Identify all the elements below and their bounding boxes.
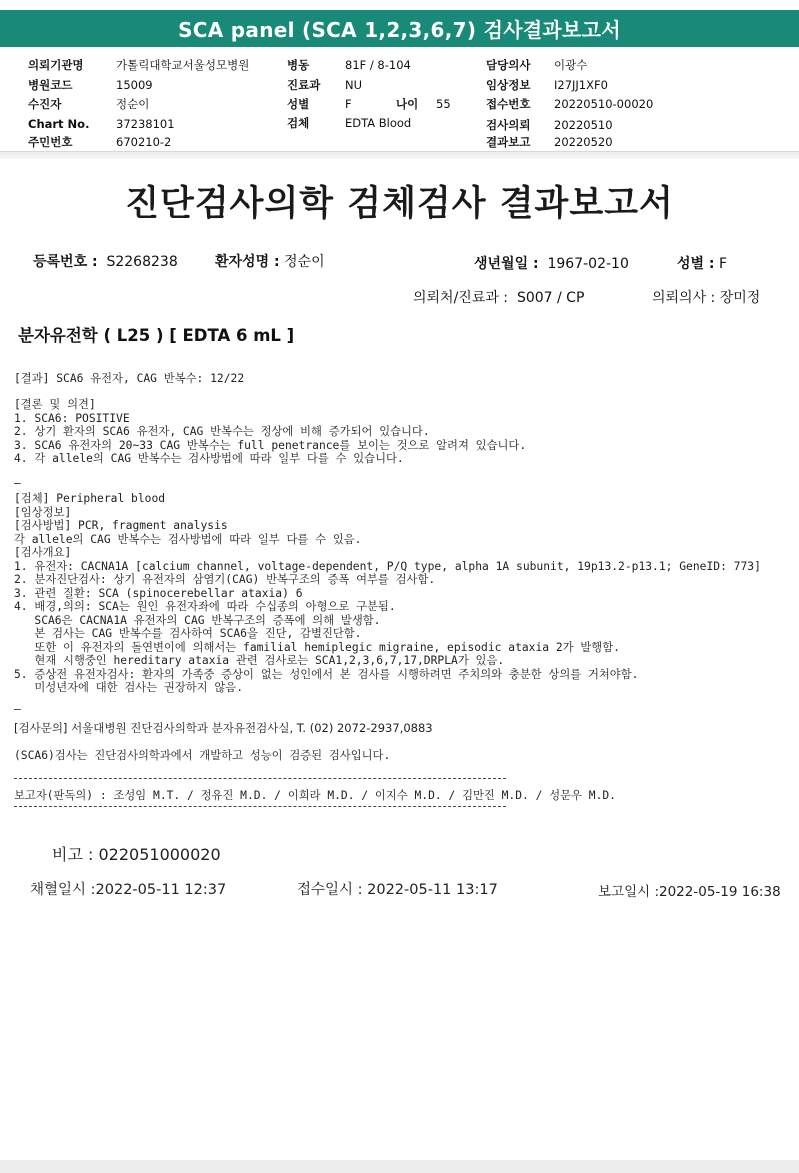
header-row <box>287 115 411 131</box>
inquiry-line: [검사문의] 서울대병원 진단검사의학과 분자유전검사실, T. (02) 2072-2937,0883 <box>14 721 433 735</box>
field-value: 이광수 <box>554 58 588 72</box>
field-label: 병동 <box>287 58 310 72</box>
header-row <box>287 57 411 73</box>
collection-datetime: 채혈일시 :2022-05-11 12:37 <box>30 882 227 898</box>
field-value: 022051000020 <box>98 845 221 864</box>
field-value: 55 <box>436 97 451 111</box>
field-value: 20220520 <box>554 135 613 149</box>
field-label: 검체 <box>287 116 310 130</box>
developed-note: (SCA6)검사는 진단검사의학과에서 개발하고 성능이 검증된 검사입니다. <box>14 749 391 762</box>
dashed-rule <box>14 806 506 807</box>
field-label: 생년월일 : <box>474 256 539 272</box>
patient-sex <box>677 253 727 273</box>
field-value: EDTA Blood <box>345 116 412 130</box>
field-label: 수진자 <box>28 97 62 111</box>
field-value: 670210-2 <box>116 135 172 149</box>
header-row <box>28 96 149 112</box>
field-value: S007 / CP <box>516 290 585 306</box>
field-value: 가톨릭대학교서울성모병원 <box>116 58 250 72</box>
field-value: 20220510-00020 <box>554 97 654 111</box>
header-row-age <box>396 96 451 112</box>
header-row <box>28 117 175 131</box>
field-label: 접수번호 <box>486 97 531 111</box>
field-label: 비고 : <box>52 845 94 864</box>
field-value: F <box>345 97 352 111</box>
field-label: 병원코드 <box>28 78 73 92</box>
field-label: 등록번호 : <box>33 254 98 270</box>
field-label: 임상정보 <box>486 78 531 92</box>
section-title: 분자유전학 ( L25 ) [ EDTA 6 mL ] <box>18 326 295 345</box>
header-row <box>486 117 613 133</box>
field-value: NU <box>345 78 363 92</box>
result-line: [결과] SCA6 유전자, CAG 반복수: 12/22 <box>14 372 245 385</box>
page-bottom-band <box>0 1160 799 1173</box>
field-label: 의뢰기관명 <box>28 58 84 72</box>
field-value: 15009 <box>116 78 153 92</box>
section-divider <box>0 151 799 159</box>
field-label: 결과보고 <box>486 135 531 149</box>
field-label: 검사의뢰 <box>486 118 531 132</box>
header-row <box>486 134 613 150</box>
header-row <box>287 96 352 112</box>
field-label: 나이 <box>396 97 419 111</box>
field-value: S2268238 <box>106 254 178 270</box>
field-value: I27JJ1XF0 <box>554 78 608 92</box>
field-value: F <box>718 256 728 272</box>
field-label: 성별 <box>287 97 310 111</box>
separator-mark: — <box>14 477 21 490</box>
field-label: 의뢰의사 : <box>652 290 716 306</box>
header-row <box>28 134 171 150</box>
birth-date <box>474 253 629 273</box>
requesting-dept <box>413 287 584 307</box>
field-label: 의뢰처/진료과 : <box>413 290 509 306</box>
requesting-doctor <box>652 287 760 307</box>
field-label: 주민번호 <box>28 135 73 149</box>
report-title: 진단검사의학 검체검사 결과보고서 <box>125 184 674 224</box>
header-row <box>486 77 608 93</box>
field-label: 담당의사 <box>486 58 531 72</box>
reporters-line: 보고자(판독의) : 조성임 M.T. / 정유진 M.D. / 이희라 M.D. / 이지수 M.D. / 김만진 M.D. / 성문우 M.D. <box>14 789 616 802</box>
separator-mark: — <box>14 703 21 716</box>
conclusion-block: [결론 및 의견] 1. SCA6: POSITIVE 2. 상기 환자의 SCA6 유전자, CAG 반복수는 정상에 비해 증가되어 있습니다. 3. SCA6 유전자의 20~33 CAG 반복수는 full penetrance를 보이는 것으로 알려져 있습니다. 4. 각 allele의 CAG 반복수는 검사방법에 따라 일부 다를 수 있습니다. <box>14 398 527 465</box>
field-value: 1967-02-10 <box>547 256 629 272</box>
header-row <box>28 57 249 73</box>
field-value: 81F / 8-104 <box>345 58 411 72</box>
remark <box>52 842 221 865</box>
field-label: 환자성명 : <box>215 254 280 270</box>
field-value: 37238101 <box>116 117 175 131</box>
header-row <box>28 77 153 93</box>
header-row <box>486 96 653 112</box>
report-datetime: 보고일시 :2022-05-19 16:38 <box>598 884 781 900</box>
dashed-rule <box>14 778 506 779</box>
field-value: 정순이 <box>284 254 325 270</box>
field-value: 정순이 <box>116 97 150 111</box>
receipt-datetime: 접수일시 : 2022-05-11 13:17 <box>297 882 498 898</box>
patient-name <box>215 251 325 271</box>
field-label: 성별 : <box>677 256 715 272</box>
header-row <box>287 77 362 93</box>
field-label: 진료과 <box>287 78 321 92</box>
specimen-block: [검체] Peripheral blood [임상정보] [검사방법] PCR, fragment analysis 각 allele의 CAG 반복수는 검사방법에 따라 일부 다를 수 있음. [검사개요] 1. 유전자: CACNA1A [calcium channel, voltage-dependent, P/Q type, alpha 1A subunit, 19p13.2-p13.1; GeneID: 773] 2. 분자진단검사: 상기 유전자의 삼염기(CAG) 반복구조의 증폭 여부를 검사함. 3. 관련 질환: SCA (spinocerebellar ataxia) 6 4. 배경,의의: SCA는 원인 유전자좌에 따라 수십종의 아형으로 구분됨. SCA6은 CACNA1A 유전자의 CAG 반복구조의 증폭에 의해 발생함. 본 검사는 CAG 반복수를 검사하여 SCA6을 진단, 감별진단함. 또한 이 유전자의 돌연변이에 의해서는 familial hemiplegic migraine, episodic ataxia 2가 발행함. 현재 시행중인 hereditary ataxia 관련 검사로는 SCA1,2,3,6,7,17,DRPLA가 있음. 5. 증상전 유전자검사: 환자의 가족중 증상이 없는 성인에서 본 검사를 시행하려면 주치의와 충분한 상의를 거쳐야함. 미성년자에 대한 검사는 권장하지 않음. <box>14 492 761 694</box>
registration-number <box>33 251 178 271</box>
field-value: 20220510 <box>554 118 613 132</box>
report-header-title: SCA panel (SCA 1,2,3,6,7) 검사결과보고서 <box>0 10 799 47</box>
header-row <box>486 57 587 73</box>
field-label: Chart No. <box>28 117 90 131</box>
field-value: 장미정 <box>719 290 761 306</box>
